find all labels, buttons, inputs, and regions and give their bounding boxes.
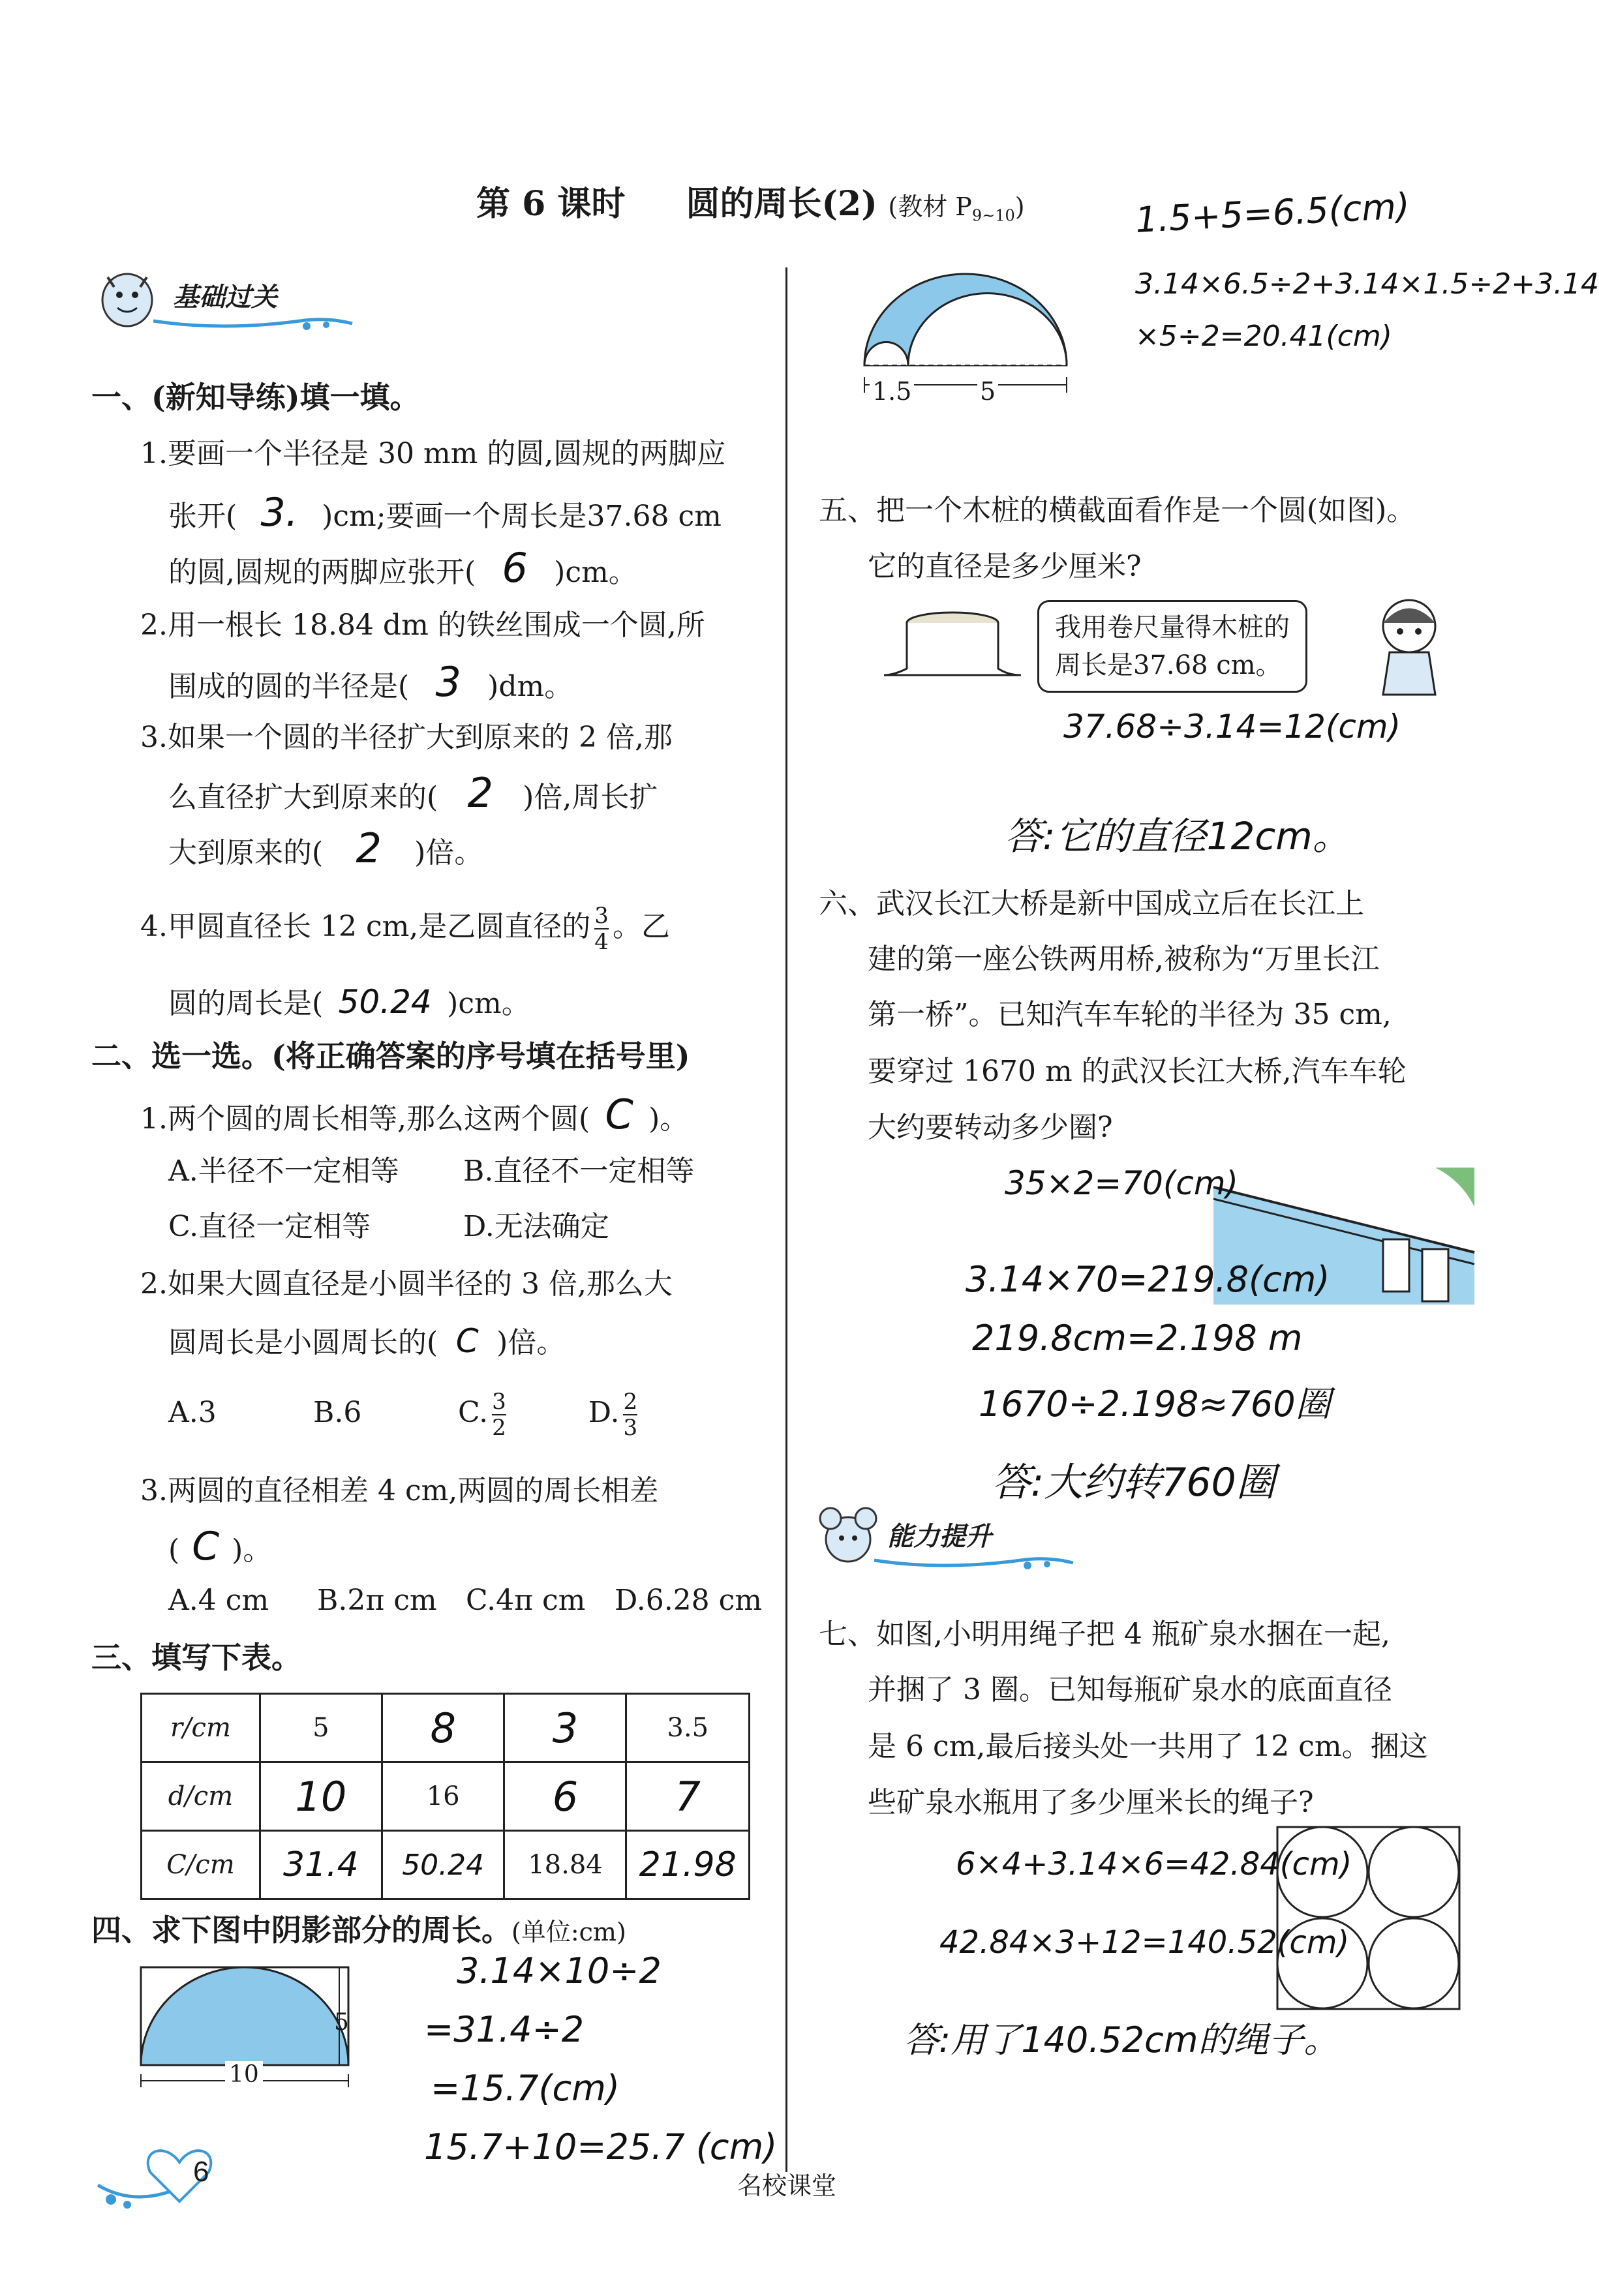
answer: 2 <box>467 769 493 817</box>
girl-character-icon <box>1370 594 1455 698</box>
q1-4-line1: 4.甲圆直径长 12 cm,是乙圆直径的 $\frac{3}{4}$ 。乙 <box>140 902 670 955</box>
column-divider <box>785 267 787 2172</box>
handwritten-work: 3.14×10÷2 <box>457 1950 662 1991</box>
answer: C <box>192 1524 220 1569</box>
q2-1-stem: 1.两个圆的周长相等,那么这两个圆( C )。 <box>140 1088 688 1146</box>
handwritten-work: 1.5+5=6.5(cm) <box>1134 185 1411 241</box>
banner-basic <box>91 261 365 333</box>
page-title: 圆的周长(2) <box>686 184 877 224</box>
textbook-ref: (教材 $P_{9\sim 10}$) <box>888 192 1025 225</box>
handwritten-work: ×5÷2=20.41(cm) <box>1135 320 1392 353</box>
answer: C <box>455 1322 479 1360</box>
q1-3-line2: 么直径扩大到原来的( 2 )倍,周长扩 <box>168 766 658 824</box>
figure-height-label: 5 <box>334 2009 349 2036</box>
handwritten-answer: 答:用了140.52cm的绳子。 <box>904 2019 1339 2061</box>
table-row: d/cm 10 16 6 7 <box>142 1762 750 1831</box>
section7-line2: 并捆了 3 圈。已知每瓶矿泉水的底面直径 <box>868 1673 1392 1706</box>
banner-advanced-label: 能力提升 <box>887 1522 992 1552</box>
banner-advanced <box>812 1500 1086 1572</box>
table-row: C/cm 31.4 50.24 18.84 21.98 <box>142 1831 750 1899</box>
section5-line1: 五、把一个木桩的横截面看作是一个圆(如图)。 <box>819 494 1416 527</box>
q2-2-options: A.3 B.6 C. $\frac{3}{2}$ D. $\frac{2}{3}$ <box>168 1388 638 1441</box>
radius-diameter-table <box>140 1693 750 1900</box>
handwritten-work: =31.4÷2 <box>424 2009 585 2050</box>
answer: 50.24 <box>338 983 432 1021</box>
answer: 2 <box>356 824 382 872</box>
handwritten-work: 219.8cm=2.198 m <box>972 1318 1303 1359</box>
tree-stump-icon <box>881 610 1024 682</box>
handwritten-answer: 答:大约转760圈 <box>992 1460 1275 1505</box>
q2-1-optB: B.直径不一定相等 <box>463 1155 695 1188</box>
q1-1-line2: 张开( 3. )cm;要画一个周长是37.68 cm <box>168 486 722 543</box>
q1-3-line3: 大到原来的( 2 )倍。 <box>168 822 483 880</box>
section7-line3: 是 6 cm,最后接头处一共用了 12 cm。捆这 <box>868 1730 1428 1763</box>
section6-line4: 要穿过 1670 m 的武汉长江大桥,汽车车轮 <box>868 1055 1407 1088</box>
page-number-decoration <box>91 2139 261 2211</box>
banner-basic-label: 基础过关 <box>173 282 277 312</box>
handwritten-work: 37.68÷3.14=12(cm) <box>1063 708 1401 746</box>
section2-title: 二、选一选。(将正确答案的序号填在括号里) <box>91 1038 690 1074</box>
fig-large-label: 5 <box>977 377 998 406</box>
handwritten-work: 35×2=70(cm) <box>1005 1164 1239 1202</box>
handwritten-work: 3.14×6.5÷2+3.14×1.5÷2+3.14 <box>1135 267 1599 301</box>
footer-brand: 名校课堂 <box>737 2171 837 2200</box>
section7-line4: 些矿泉水瓶用了多少厘米长的绳子? <box>868 1786 1314 1819</box>
handwritten-work: 1670÷2.198≈760圈 <box>979 1383 1331 1425</box>
q2-2-line1: 2.如果大圆直径是小圆半径的 3 倍,那么大 <box>140 1267 673 1301</box>
handwritten-answer: 答:它的直径12cm。 <box>1005 814 1350 858</box>
answer: 3. <box>260 490 298 536</box>
q2-3-line1: 3.两圆的直径相差 4 cm,两圆的周长相差 <box>140 1474 659 1507</box>
page-number: 6 <box>193 2156 209 2188</box>
q2-1-optC: C.直径一定相等 <box>168 1210 371 1243</box>
q1-3-line1: 3.如果一个圆的半径扩大到原来的 2 倍,那 <box>140 721 673 754</box>
answer: C <box>605 1091 633 1138</box>
q2-1-optA: A.半径不一定相等 <box>168 1155 399 1188</box>
q2-2-line2: 圆周长是小圆周长的( C )倍。 <box>168 1314 565 1370</box>
q1-2-line1: 2.用一根长 18.84 dm 的铁丝围成一个圆,所 <box>140 609 705 642</box>
section4-title: 四、求下图中阴影部分的周长。(单位:cm) <box>91 1912 626 1948</box>
section5-line2: 它的直径是多少厘米? <box>868 550 1142 583</box>
lesson-number: 第 6 课时 <box>476 184 626 224</box>
fig-small-label: 1.5 <box>870 377 914 406</box>
speech-bubble: 我用卷尺量得木桩的 周长是37.68 cm。 <box>1037 600 1307 693</box>
q1-2-line2: 围成的圆的半径是( 3 )dm。 <box>168 656 573 714</box>
answer: 6 <box>502 544 528 592</box>
figure-width-label: 10 <box>225 2061 263 2088</box>
section7-line1: 七、如图,小明用绳子把 4 瓶矿泉水捆在一起, <box>819 1618 1390 1651</box>
section1-title: 一、(新知导练)填一填。 <box>91 380 420 415</box>
fraction: $\frac{3}{4}$ <box>594 902 609 955</box>
q2-3-line2: ( C )。 <box>168 1520 271 1577</box>
handwritten-work: 42.84×3+12=140.52(cm) <box>939 1924 1350 1961</box>
section6-line5: 大约要转动多少圈? <box>868 1111 1113 1144</box>
section6-line3: 第一桥”。已知汽车车轮的半径为 35 cm, <box>868 998 1392 1031</box>
q1-4-line2: 圆的周长是( 50.24 )cm。 <box>168 975 530 1031</box>
section6-line1: 六、武汉长江大桥是新中国成立后在长江上 <box>819 887 1364 920</box>
answer: 3 <box>435 658 461 706</box>
section3-title: 三、填写下表。 <box>91 1640 301 1675</box>
section6-line2: 建的第一座公铁两用桥,被称为“万里长江 <box>868 943 1380 976</box>
q1-1-line3: 的圆,圆规的两脚应张开( 6 )cm。 <box>168 541 637 599</box>
table-row: r/cm 5 8 3 3.5 <box>142 1694 750 1762</box>
q1-1-line1: 1.要画一个半径是 30 mm 的圆,圆规的两脚应 <box>140 437 726 470</box>
handwritten-work: 15.7+10=25.7 (cm) <box>424 2126 778 2168</box>
q2-3-options: A.4 cm B.2π cm C.4π cm D.6.28 cm <box>168 1584 763 1617</box>
handwritten-work: =15.7(cm) <box>431 2068 620 2109</box>
page-header <box>476 176 1025 225</box>
handwritten-work: 3.14×70=219.8(cm) <box>966 1259 1330 1300</box>
q2-1-optD: D.无法确定 <box>463 1210 609 1243</box>
handwritten-work: 6×4+3.14×6=42.84(cm) <box>956 1846 1352 1882</box>
